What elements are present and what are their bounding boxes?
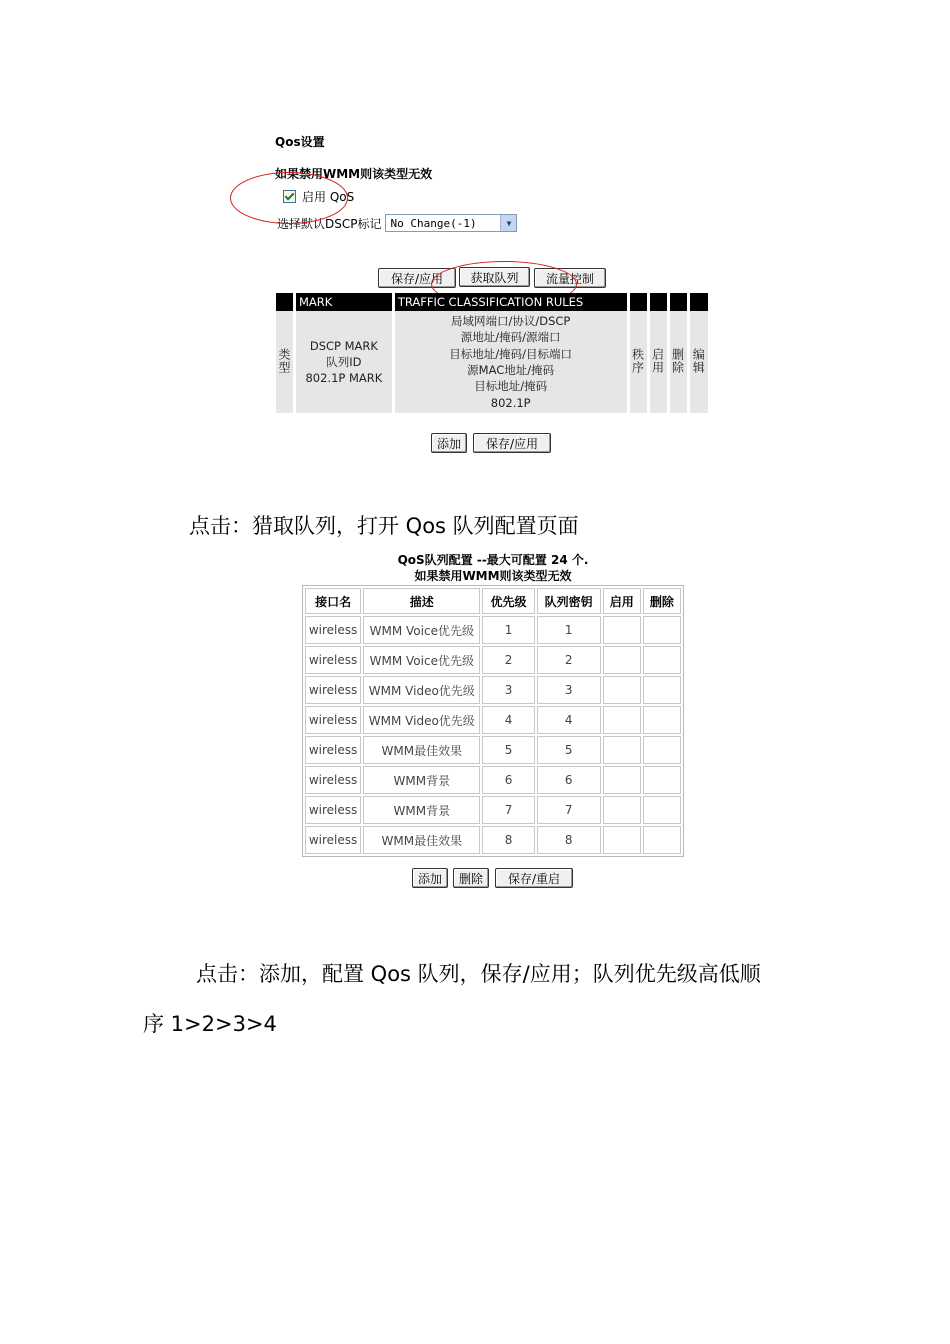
- cell-queue-key: 8: [537, 826, 601, 854]
- header-cell: [276, 293, 295, 311]
- rule-line: 目标地址/掩码: [474, 379, 548, 394]
- cell-description: WMM Video优先级: [363, 706, 480, 734]
- instruction-paragraph-2-line1: 点击：添加，配置 Qos 队列，保存/应用；队列优先级高低顺: [196, 962, 761, 986]
- dscp-label: 选择默认DSCP标记: [277, 216, 382, 231]
- traffic-rules-table: [276, 293, 708, 413]
- cell-description: WMM Voice优先级: [363, 616, 480, 644]
- cell-enable[interactable]: [603, 766, 641, 794]
- table-row: [305, 676, 681, 704]
- table-row: [305, 796, 681, 824]
- cell-delete[interactable]: [643, 646, 681, 674]
- cell-priority: 8: [482, 826, 534, 854]
- save-apply-button[interactable]: 保存/应用: [378, 268, 456, 288]
- cell-enable[interactable]: [603, 646, 641, 674]
- wmm-warning-text: 如果禁用WMM则该类型无效: [275, 167, 433, 181]
- type-label: 类型: [277, 347, 291, 374]
- header-rules: TRAFFIC CLASSIFICATION RULES: [393, 293, 628, 311]
- table-row: [305, 826, 681, 854]
- mark-line: 队列ID: [326, 355, 362, 369]
- header-cell: [668, 293, 688, 311]
- cell-priority: 1: [482, 616, 534, 644]
- cell-interface: wireless: [305, 736, 361, 764]
- cell-interface: wireless: [305, 706, 361, 734]
- dscp-select[interactable]: [385, 214, 517, 232]
- save-apply-bottom-button[interactable]: 保存/应用: [473, 433, 551, 453]
- queue-header-row: [305, 588, 681, 614]
- header-mark: MARK: [295, 293, 394, 311]
- cell-queue-key: 6: [537, 766, 601, 794]
- cell-interface: wireless: [305, 826, 361, 854]
- cell-interface: wireless: [305, 616, 361, 644]
- qos-settings-title: Qos设置: [275, 135, 325, 149]
- cell-delete[interactable]: [643, 736, 681, 764]
- rule-line: 802.1P: [490, 395, 531, 410]
- cell-description: WMM Voice优先级: [363, 646, 480, 674]
- cell-priority: 7: [482, 796, 534, 824]
- header-cell: [648, 293, 668, 311]
- order-label: 秩序: [630, 347, 645, 374]
- cell-interface: wireless: [305, 796, 361, 824]
- header-description: 描述: [363, 588, 480, 614]
- queue-config-title: [303, 552, 683, 584]
- cell-priority: 6: [482, 766, 534, 794]
- cell-enable[interactable]: [603, 676, 641, 704]
- queue-config-title-line2: 如果禁用WMM则该类型无效: [414, 569, 572, 583]
- get-queue-button[interactable]: 获取队列: [459, 267, 530, 287]
- add-rule-button[interactable]: 添加: [431, 433, 467, 453]
- dscp-select-value: No Change(-1): [390, 216, 477, 230]
- cell-delete[interactable]: [643, 796, 681, 824]
- header-priority: 优先级: [482, 588, 534, 614]
- header-cell: [688, 293, 708, 311]
- cell-queue-key: 3: [537, 676, 601, 704]
- delete-queue-button[interactable]: 删除: [453, 868, 489, 888]
- cell-delete[interactable]: [643, 706, 681, 734]
- save-restart-button[interactable]: 保存/重启: [495, 868, 573, 888]
- table-row: [305, 646, 681, 674]
- cell-priority: 3: [482, 676, 534, 704]
- cell-enable[interactable]: [603, 616, 641, 644]
- table-row: [276, 311, 708, 413]
- chevron-down-icon[interactable]: ▼: [500, 215, 516, 231]
- enable-qos-checkbox[interactable]: [283, 190, 296, 203]
- header-delete: 删除: [643, 588, 681, 614]
- cell-description: WMM背景: [363, 796, 480, 824]
- cell-queue-key: 4: [537, 706, 601, 734]
- rule-line: 局域网端口/协议/DSCP: [450, 313, 571, 328]
- table-row: [305, 766, 681, 794]
- mark-line: 802.1P MARK: [305, 371, 383, 385]
- cell-enable[interactable]: [603, 826, 641, 854]
- cell-queue-key: 2: [537, 646, 601, 674]
- queue-table: [302, 585, 684, 857]
- cell-enable[interactable]: [603, 706, 641, 734]
- flow-control-button[interactable]: 流量控制: [534, 268, 606, 288]
- cell-description: WMM最佳效果: [363, 736, 480, 764]
- cell-description: WMM最佳效果: [363, 826, 480, 854]
- cell-priority: 5: [482, 736, 534, 764]
- table-row: [305, 616, 681, 644]
- cell-queue-key: 7: [537, 796, 601, 824]
- cell-description: WMM背景: [363, 766, 480, 794]
- rule-line: 源MAC地址/掩码: [467, 363, 555, 377]
- cell-queue-key: 5: [537, 736, 601, 764]
- cell-delete[interactable]: [643, 766, 681, 794]
- table-row: [305, 706, 681, 734]
- edit-label: 编辑: [691, 347, 706, 374]
- cell-interface: wireless: [305, 766, 361, 794]
- header-cell: [628, 293, 648, 311]
- add-queue-button[interactable]: 添加: [412, 868, 448, 888]
- queue-config-title-line1: QoS队列配置 --最大可配置 24 个.: [397, 553, 589, 567]
- delete-label: 删除: [670, 347, 685, 374]
- enable-qos-label: 启用 QoS: [302, 190, 355, 204]
- table-header-row: [276, 293, 708, 311]
- enable-label: 启用: [650, 347, 665, 374]
- cell-delete[interactable]: [643, 676, 681, 704]
- enable-qos-row[interactable]: [283, 188, 354, 205]
- cell-priority: 4: [482, 706, 534, 734]
- rule-line: 源地址/掩码/源端口: [460, 330, 561, 345]
- cell-priority: 2: [482, 646, 534, 674]
- cell-enable[interactable]: [603, 736, 641, 764]
- cell-enable[interactable]: [603, 796, 641, 824]
- cell-interface: wireless: [305, 646, 361, 674]
- cell-interface: wireless: [305, 676, 361, 704]
- cell-delete[interactable]: [643, 616, 681, 644]
- header-queue-key: 队列密钥: [537, 588, 601, 614]
- dscp-row: [277, 214, 517, 232]
- cell-delete[interactable]: [643, 826, 681, 854]
- mark-line: DSCP MARK: [309, 339, 378, 353]
- instruction-paragraph-1: 点击：猎取队列，打开 Qos 队列配置页面: [189, 514, 579, 538]
- cell-description: WMM Video优先级: [363, 676, 480, 704]
- cell-queue-key: 1: [537, 616, 601, 644]
- header-enable: 启用: [603, 588, 641, 614]
- rule-line: 目标地址/掩码/目标端口: [449, 346, 573, 361]
- instruction-paragraph-2-line2: 序 1>2>3>4: [143, 1012, 277, 1036]
- table-row: [305, 736, 681, 764]
- header-interface: 接口名: [305, 588, 361, 614]
